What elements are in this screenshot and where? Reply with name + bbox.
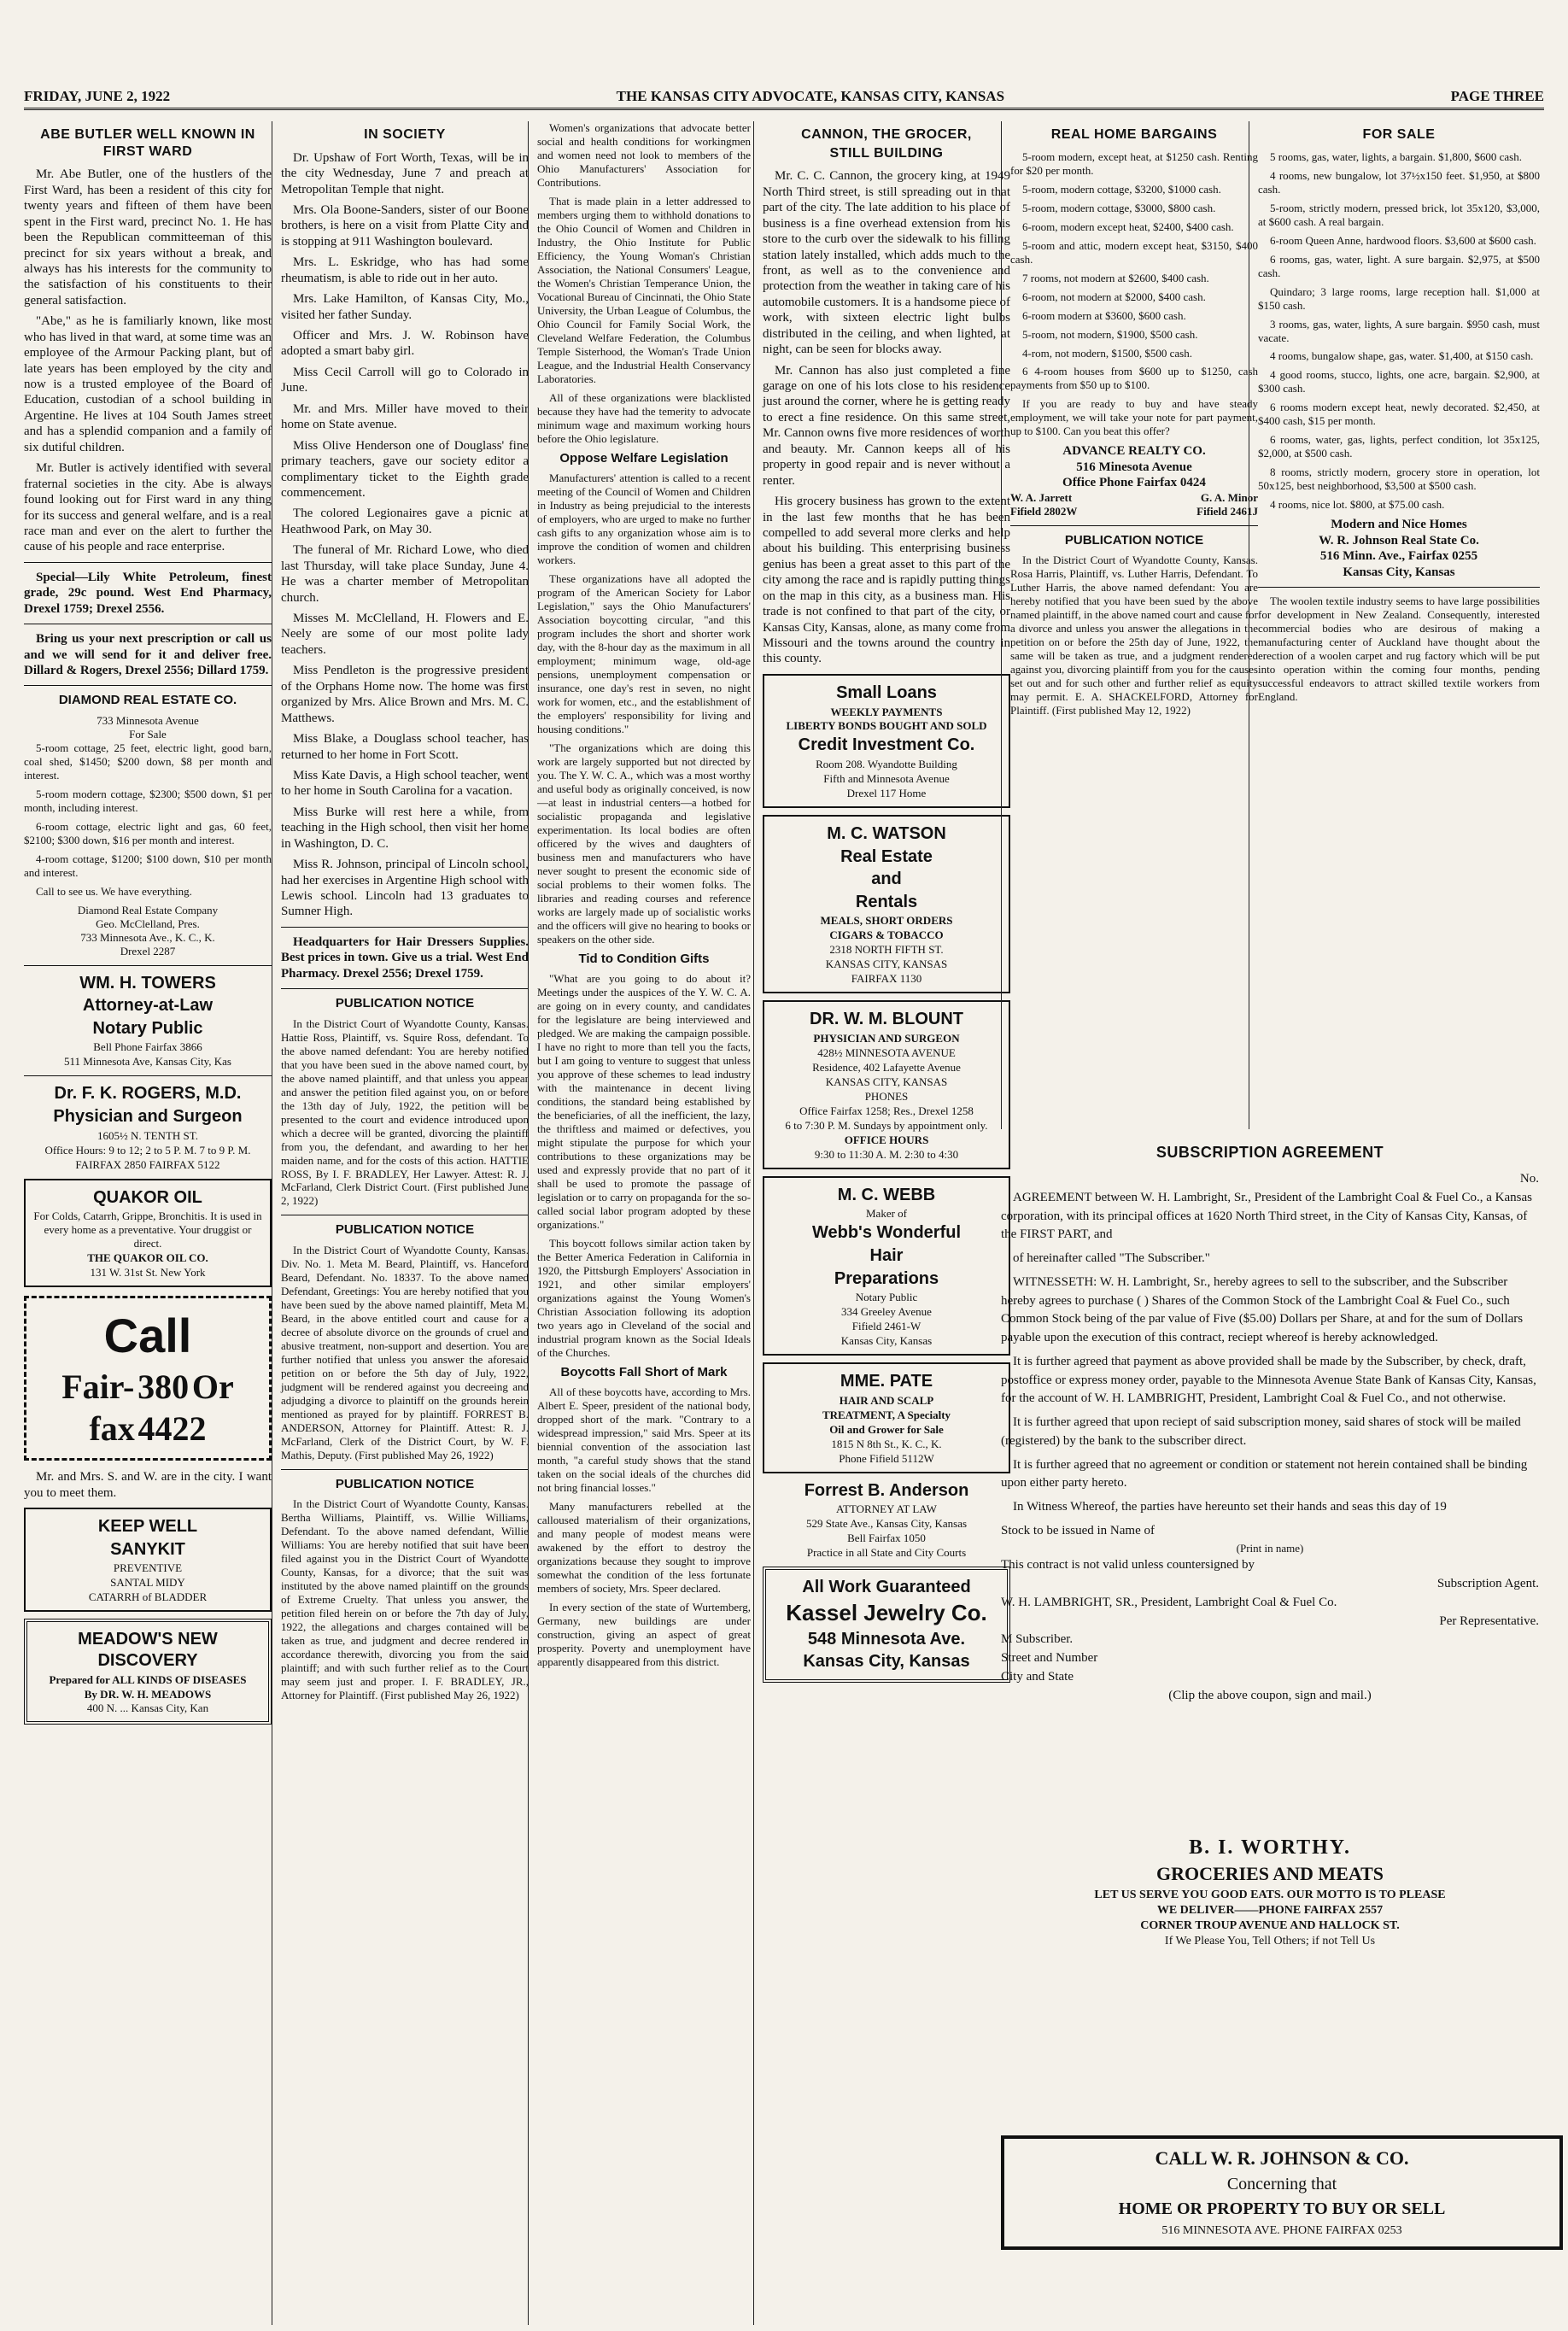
kassel-line: Kassel Jewelry Co.	[786, 1599, 987, 1625]
column-6	[1249, 121, 1540, 1129]
society-para: Misses M. McClelland, H. Flowers and E. Neely are some of our most polite lady teachers.	[281, 612, 529, 657]
pate-name: MME. PATE	[840, 1372, 933, 1391]
bargain-line: 4-rom, not modern, $1500, $500 cash.	[1022, 346, 1192, 360]
call-fax: fax	[89, 1409, 135, 1449]
for-sale-heading: FOR SALE	[1362, 127, 1436, 142]
cannon-para: Mr. Cannon has also just completed a fine garage on one of his lots close to his residence just around the corner, where he is getting ready to erect a fine residence. On this same street, Mr. Cannon owns five more residences of worth and beauty. Mr. Cannon keeps all of his property in good repair and is never without a renter.	[763, 363, 1010, 488]
ohio-para: These organizations have all adopted the program of the American Society for Labor Legislation," says the Ohio Manufacturers' Association boycotting circular, "and this program includes the short and shorter work day, with the 8-hour day as the maximum in all employment; minimum wage, old-age pensions, unemployment compensation or insurance, one day's rest in seven, no night work for women, etc., and the establishment of the employers' responsibility for living and housing conditions."	[537, 571, 751, 735]
for-sale-line: 8 rooms, strictly modern, grocery store in operation, lot 50x125, best neighborhood, $3,500 at $500 cash.	[1258, 466, 1540, 493]
towers-ad	[24, 973, 272, 1069]
for-sale-line: 4 good rooms, stucco, lights, one acre, bargain. $2,900, at $300 cash.	[1258, 368, 1540, 395]
worthy-title: B. I. WORTHY.	[1189, 1836, 1351, 1859]
webb-addr: 334 Greeley Avenue	[841, 1305, 932, 1319]
meadow-ad	[24, 1619, 272, 1725]
rogers-hours: Office Hours: 9 to 12; 2 to 5 P. M. 7 to 9 P. M.	[44, 1143, 251, 1157]
blount-addr: 428½ MINNESOTA AVENUE	[817, 1045, 956, 1059]
call-word: Call	[103, 1309, 192, 1363]
diamond-line: Call to see us. We have everything.	[36, 884, 192, 898]
for-sale-line: Quindaro; 3 large rooms, large reception hall. $1,000 at $150 cash.	[1258, 284, 1540, 312]
advance-realty-phone: Office Phone Fairfax 0424	[1062, 476, 1206, 490]
city-state-field[interactable]: City and State	[1001, 1669, 1074, 1684]
webb-line: Preparations	[834, 1268, 939, 1288]
call-fair: Fair-	[61, 1367, 135, 1406]
santal: SANTAL MIDY	[110, 1576, 185, 1590]
society-para: Mrs. Ola Boone-Sanders, sister of our Boone brothers, is here on a visit from Platte City and is stopping at 911 Washington boulevard.	[281, 202, 529, 249]
for-sale-line: 6 rooms, water, gas, lights, perfect condition, lot 35x125, $2,000, at $500 cash.	[1258, 433, 1540, 460]
diamond-line: Drexel 2287	[120, 944, 176, 958]
ohio-para: That is made plain in a letter addressed to members urging them to withhold donations to the Ohio Council of Women and Children in Industry, the Ohio Institute for Public Efficiency, the Young Woman's Christian Association, the National Consumers' League, the Women's Christian Temperance Union, the Vocational Bureau of Cincinnati, the Ohio State University, the Urban League of Columbus, the Ohio Council for Family Social Work, the Cleveland Welfare Federation, the Columbus Temple Sisterhood, the Woman's Trade Union League, and the Industrial Health Conservancy Laboratories.	[537, 194, 751, 385]
quakor-addr: 131 W. 31st St. New York	[90, 1266, 206, 1280]
bargain-line: 7 rooms, not modern at $2600, $400 cash.	[1022, 271, 1209, 284]
society-para: Mrs. Lake Hamilton, of Kansas City, Mo., visited her father Sunday.	[281, 292, 529, 322]
webb-notary: Notary Public	[855, 1291, 918, 1304]
watson-city: KANSAS CITY, KANSAS	[825, 958, 948, 971]
pate-phone: Phone Fifield 5112W	[839, 1451, 934, 1465]
anderson-name: Forrest B. Anderson	[804, 1480, 969, 1500]
towers-title-2: Notary Public	[92, 1018, 203, 1038]
diamond-line: Diamond Real Estate Company	[77, 903, 219, 917]
ohio-para: All of these boycotts have, according to Mrs. Albert E. Speer, president of the national body, dropped short of the mark. "Contrary to a widespread impression," said Mrs. Speer at its biennial convention of the association last month, "a careful study shows that the stand taken on the social ideals of the churches did not bring financial losses."	[537, 1385, 751, 1494]
divider	[1010, 525, 1258, 526]
watson-line: Real Estate	[840, 846, 933, 866]
society-para: Mr. and Mrs. Miller have moved to their home on State avenue.	[281, 401, 529, 432]
credit-addr: Fifth and Minnesota Avenue	[823, 772, 950, 786]
representative-field[interactable]: Per Representative.	[1439, 1614, 1539, 1628]
subscription-line: In Witness Whereof, the parties have hereunto set their hands and seas this day of 19	[1013, 1500, 1447, 1514]
worthy-line: CORNER TROUP AVENUE AND HALLOCK ST.	[1140, 1919, 1400, 1932]
diamond-line: 5-room modern cottage, $2300; $500 down, $1 per month, including interest.	[24, 787, 272, 814]
blount-city: KANSAS CITY, KANSAS	[825, 1075, 948, 1088]
diamond-heading: DIAMOND REAL ESTATE CO.	[58, 693, 237, 708]
towers-phone: Bell Phone Fairfax 3866	[93, 1040, 202, 1054]
divider	[24, 562, 272, 563]
bargain-line: 6-room, modern except heat, $2400, $400 cash.	[1022, 220, 1234, 233]
ohio-para: "What are you going to do about it? Meetings under the auspices of the Y. W. C. A. are going on in every county, and candidates for the legislature are being interviewed and pledged. We are making the campaign possible. I have no right to more than tell you the facts, but I am going to venture to suggest that unless you approve of these schemes to lead industry with the maintenance in decent living conditions, the standard being established by the beneficiaries, of all the inefficient, the lazy, the thriftless and maimed or defectives, you might stipulate the purpose for which your contributions to these organizations may be used and expressly provide that no part of it shall be used to promote the passage of legislation or to carry on propaganda for the so-called social labor program adopted by these organizations."	[537, 971, 751, 1231]
preventive: PREVENTIVE	[113, 1561, 183, 1575]
johnson-call-ad	[1001, 2135, 1563, 2250]
quakor-text: For Colds, Catarrh, Grippe, Bronchitis. It is used in every home as a preventative. Your druggist or direct.	[33, 1209, 262, 1250]
watson-name: M. C. WATSON	[827, 824, 946, 844]
johnson-call-main: HOME OR PROPERTY TO BUY OR SELL	[1118, 2199, 1446, 2218]
column-5	[1001, 121, 1258, 1129]
quakor-title: QUAKOR OIL	[93, 1187, 202, 1207]
cannon-heading-2: STILL BUILDING	[829, 145, 944, 161]
diamond-line: 5-room cottage, 25 feet, electric light, good barn, coal shed, $1450; $200 down, $8 per month and interest.	[24, 741, 272, 782]
worthy-line: LET US SERVE YOU GOOD EATS. OUR MOTTO IS TO PLEASE	[1094, 1889, 1446, 1901]
page-number: PAGE THREE	[1450, 88, 1544, 104]
column-3	[528, 121, 751, 2325]
meadow-by: By DR. W. H. MEADOWS	[84, 1687, 212, 1701]
agent-phone-2: Fifield 2461J	[1196, 504, 1258, 518]
society-para: Miss Burke will rest here a while, from teaching in the High school, then visit her home in Washington, D. C.	[281, 805, 529, 851]
divider	[24, 1075, 272, 1076]
subscription-agent: Subscription Agent.	[1436, 1577, 1539, 1591]
blount-hours: 6 to 7:30 P. M. Sundays by appointment only.	[785, 1118, 988, 1132]
cannon-para: Mr. C. C. Cannon, the grocery king, at 1949 North Third street, is still spreading out in that part of the city. The late addition to his place of business is a fine overhead extension from his store to the curb over the sidewalk to his filling station lately installed, which adds much to the front, as well as to the convenience and protection from the weather in taking care of his automobile customers. It is a handsome piece of work, with sixteen electric light bulbs distributed in the ceiling, and when lighted, at night, can be seen for blocks away.	[763, 169, 1010, 357]
society-para: Mrs. L. Eskridge, who has had some rheumatism, is able to ride out in her auto.	[281, 255, 529, 285]
ohio-para: Women's organizations that advocate better social and health conditions for workingmen and women need not look to members of the Ohio Manufacturers' Association for Contributions.	[537, 121, 751, 189]
agent-row	[1010, 491, 1258, 505]
watson-line: CIGARS & TOBACCO	[829, 928, 944, 942]
watson-line: Rentals	[855, 892, 918, 911]
for-sale-line: 6-room Queen Anne, hardwood floors. $3,600 at $600 cash.	[1270, 233, 1536, 247]
webb-line: Hair	[869, 1245, 904, 1265]
credit-addr: Room 208. Wyandotte Building	[816, 758, 957, 771]
quakor-ad	[24, 1179, 272, 1288]
diamond-line: 733 Minnesota Avenue	[97, 713, 199, 727]
johnson-line: Modern and Nice Homes	[1331, 518, 1467, 532]
diamond-line: For Sale	[129, 727, 167, 741]
watson-phone: FAIRFAX 1130	[851, 972, 922, 986]
street-field[interactable]: Street and Number	[1001, 1651, 1098, 1666]
loans-title: Small Loans	[836, 682, 937, 702]
bargain-line: 6-room, not modern at $2000, $400 cash.	[1022, 290, 1206, 303]
blount-phones: PHONES	[864, 1089, 909, 1103]
johnson-call-title: CALL W. R. JOHNSON & CO.	[1155, 2147, 1409, 2169]
butler-heading: ABE BUTLER WELL KNOWN IN FIRST WARD	[40, 127, 255, 159]
webb-line: Webb's Wonderful	[811, 1223, 961, 1243]
ohio-para: All of these organizations were blacklisted because they have had the temerity to advocate minimum wage and maximum working hours before the Ohio legislature.	[537, 390, 751, 445]
pub-notice-4-heading: PUBLICATION NOTICE	[1064, 532, 1204, 548]
society-para: Dr. Upshaw of Fort Worth, Texas, will be in the city Wednesday, June 7 and preach at Metropolitan Temple that night.	[281, 150, 529, 196]
for-sale-line: 5 rooms, gas, water, lights, a bargain. $1,800, $600 cash.	[1270, 149, 1522, 163]
bargain-line: 6 4-room houses from $600 up to $1250, cash payments from $50 up to $100.	[1010, 365, 1258, 392]
for-sale-line: 4 rooms, nice lot. $800, at $75.00 cash.	[1270, 498, 1445, 512]
subscription-line: It is further agreed that upon reciept of said subscription money, said shares of stock will be mailed (registered) by the bank to the subscriber direct.	[1001, 1415, 1521, 1448]
bargain-line: If you are ready to buy and have steady employment, we will take your note for part payment, up to $100. Can you beat this offer?	[1010, 397, 1258, 438]
kassel-line: Kansas City, Kansas	[803, 1652, 970, 1672]
newspaper-name: THE KANSAS CITY ADVOCATE, KANSAS CITY, KANSAS	[616, 88, 1005, 104]
subscription-line: AGREEMENT between W. H. Lambright, Sr., President of the Lambright Coal & Fuel Co., a Kansas corporation, with its principal offices at 1620 North Third street, in the City of Kansas City, Kansas, of the FIRST PART, and	[1001, 1190, 1532, 1242]
anderson-addr: 529 State Ave., Kansas City, Kansas	[805, 1517, 968, 1531]
blount-ad	[763, 1000, 1010, 1168]
meadow-addr: 400 N. ... Kansas City, Kan	[86, 1701, 209, 1715]
blount-res: Residence, 402 Lafayette Avenue	[812, 1060, 961, 1074]
kassel-ad	[763, 1567, 1010, 1683]
ohio-para: This boycott follows similar action taken by the Better America Federation in California in 1920, the Pittsburgh Employers' Association in 1921, and other similar employers' organizations against the Young Women's Christian Association following its adoption two years ago in Cleveland of the social and industrial program known as the Social Ideals of the Churches.	[537, 1236, 751, 1359]
butler-para-3: Mr. Butler is actively identified with several fraternal societies in the city. Abe is always found looking out for First ward in any thing for its success and general welfare, and is a real race man and ever on the alert to further the cause of his people and race enterprise.	[24, 461, 272, 554]
special-ad: Special—Lily White Petroleum, finest grade, 29c pound. West End Pharmacy, Drexel 1759; Drexel 2556.	[24, 570, 272, 616]
for-sale-line: 3 rooms, gas, water, lights, A sure bargain. $950 cash, must vacate.	[1258, 317, 1540, 344]
society-para: Miss Kate Davis, a High school teacher, went to her home in South Carolina for a vacation.	[281, 768, 529, 799]
watson-line: MEALS, SHORT ORDERS	[820, 914, 953, 928]
johnson-line: 516 Minn. Ave., Fairfax 0255	[1319, 549, 1478, 564]
subscription-line: It is further agreed that no agreement or condition or statement not herein contained shall be binding upon either party hereto.	[1001, 1457, 1528, 1491]
society-heading: IN SOCIETY	[364, 127, 446, 142]
prescription-ad: Bring us your next prescription or call us and we will send for it and deliver free. Dillard & Rogers, Drexel 2556; Dillard 1759.	[24, 632, 272, 678]
blount-office: OFFICE HOURS	[844, 1133, 929, 1146]
webb-maker: Maker of	[865, 1207, 907, 1221]
butler-para-1: Mr. Abe Butler, one of the hustlers of the First Ward, has been a resident of this city for twenty years and fifteen of them have been spent in the First ward, precinct No. 1. He has been the Republican committeeman of this precinct for six years without a break, and always has his interests for the community to the satisfaction of his constituents to their general satisfaction.	[24, 167, 272, 307]
blount-phone-line: Office Fairfax 1258; Res., Drexel 1258	[799, 1104, 974, 1117]
watson-addr: 2318 NORTH FIFTH ST.	[829, 943, 944, 957]
johnson-line: W. R. Johnson Real State Co.	[1319, 533, 1479, 548]
loans-sub: WEEKLY PAYMENTS	[830, 705, 943, 718]
bargain-line: 5-room, not modern, $1900, $500 cash.	[1022, 327, 1198, 341]
society-para: Miss R. Johnson, principal of Lincoln school, had her exercises in Argentine High school with Lewis school. Lincoln had 13 graduates to Sumner High.	[281, 858, 529, 919]
agent-phone-1: Fifield 2802W	[1010, 504, 1078, 518]
call-or: Or	[191, 1367, 234, 1406]
for-sale-line: 6 rooms, gas, water, light. A sure bargain. $2,975, at $500 cash.	[1258, 252, 1540, 279]
butler-para-2: "Abe," as he is familiarly known, like most who has lived in that ward, at some time was an employee of the Armour Packing plant, but of late years has been employed by the city and now is a trusted employee of the Board of Education, custodian of a school building in Argentine. He lives at 104 South James street and has a splendid companion and a family of six dutiful children.	[24, 314, 272, 454]
for-sale-line: 4 rooms, new bungalow, lot 37½x150 feet. $1,950, at $800 cash.	[1258, 168, 1540, 196]
agent-1: W. A. Jarrett	[1010, 490, 1073, 504]
blount-times: 9:30 to 11:30 A. M. 2:30 to 4:30	[814, 1147, 959, 1161]
rogers-title: Physician and Surgeon	[53, 1107, 243, 1126]
subscription-heading: SUBSCRIPTION AGREEMENT	[1156, 1144, 1384, 1161]
diamond-line: 4-room cottage, $1200; $100 down, $10 per month and interest.	[24, 852, 272, 879]
credit-addr: Drexel 117 Home	[846, 787, 927, 800]
pub-notice-2-heading: PUBLICATION NOTICE	[335, 1222, 475, 1238]
call-ad	[24, 1296, 272, 1461]
subscription-agreement	[1001, 1136, 1539, 1705]
bargain-line: 5-room modern, except heat, at $1250 cash. Renting for $20 per month.	[1010, 149, 1258, 177]
advance-realty-addr: 516 Minesota Avenue	[1076, 460, 1192, 474]
credit-title: Credit Investment Co.	[798, 735, 975, 755]
loans-sub-2: LIBERTY BONDS BOUGHT AND SOLD	[786, 719, 987, 733]
cannon-para: His grocery business has grown to the extent in the last few months that he has been compelled to add several more clerks and help about his building. This enterprising business genius has been a great asset to this part of the city among the race and is rapidly putting things on the map in this city, as a business man. His trade is not confined to that part of the city, or Kansas City, Kansas, alone, as many come from Missouri and the towns around the country in this county.	[763, 495, 1010, 666]
pub-notice-3-heading: PUBLICATION NOTICE	[335, 1476, 475, 1491]
watson-line: and	[871, 870, 902, 889]
pate-ad	[763, 1362, 1010, 1473]
anderson-title: ATTORNEY AT LAW	[836, 1502, 937, 1516]
pate-addr: 1815 N 8th St., K. C., K.	[831, 1437, 942, 1450]
ohio-para: Manufacturers' attention is called to a recent meeting of the Council of Women and Children in Industry as being prejudicial to the interests of employers, who are urged to make no further cash gifts to any organization whose aim is to improve the condition of women and children workers.	[537, 471, 751, 566]
masthead	[24, 85, 1544, 110]
rogers-addr: 1605½ N. TENTH ST.	[97, 1128, 198, 1142]
divider	[24, 965, 272, 966]
worthy-line: WE DELIVER——PHONE FAIRFAX 2557	[1156, 1904, 1384, 1917]
kassel-line: All Work Guaranteed	[802, 1578, 971, 1597]
for-sale-line: 4 rooms, bungalow shape, gas, water. $1,400, at $150 cash.	[1270, 349, 1534, 363]
rogers-ad	[24, 1083, 272, 1171]
bargain-line: 5-room, modern cottage, $3000, $800 cash.	[1022, 201, 1216, 214]
cannon-heading-1: CANNON, THE GROCER,	[801, 127, 972, 142]
stock-name-field[interactable]: Stock to be issued in Name of	[1001, 1523, 1155, 1537]
divider	[24, 685, 272, 686]
pub-notice-1: In the District Court of Wyandotte County, Kansas. Hattie Ross, Plaintiff, vs. Squire Ross, defendant. To the above named defendant: You are hereby notified that you have been sued in the above named court, by the above named plaintiff, and that unless you appear and answer the petition filed against you, on or before the 13th day of July, 1922, the petition will be presented to the court and evidence introduced upon which a decree will be granted, divorcing the plaintiff from you, the defendant, and awarding to her her maiden name, and for the costs of this action. HATTIE ROSS, By I. F. BRADLEY, Her Lawyer. Attest: R. J. McFarland, Clerk District Court. (First published June 2, 1922)	[281, 1016, 529, 1208]
tid-heading: Tid to Condition Gifts	[578, 951, 710, 966]
print-name: (Print in name)	[1236, 1541, 1304, 1555]
diamond-line: 6-room cottage, electric light and gas, 60 feet, $2100; $300 down, $16 per month and interest.	[24, 819, 272, 846]
webb-ad	[763, 1176, 1010, 1356]
subscription-line: It is further agreed that payment as above provided shall be made by the Subscriber, by check, draft, postoffice or express money order, payable to the Minnesota Avenue State Bank of Kansas City, Kansas, for the account of W. H. LAMBRIGHT, President, Lambright Coal & Fuel Co., and not otherwise.	[1001, 1354, 1536, 1406]
call-numbers	[35, 1366, 260, 1408]
pub-notice-3: In the District Court of Wyandotte County, Kansas. Bertha Williams, Plaintiff, vs. Willie Williams, Defendant. To the above named defendant, Willie Williams: You are hereby notified that suit have been filed against you in the District Court of Wyandotte County, Kansas, for a divorce; that the suit was instituted by the above named plaintiff on the grounds of Extreme Cruelty. That unless you answer, the petition filed herein on or before the 7th day of July, 1922, the allegations and charges contained will be taken as true, and judgment and decree rendered in accordance therewith, divorcing you from the said plaintiff; and with such further relief as to the Court may seem just and proper. I. F. BRADLEY, JR., Attorney for Plaintiff. (First published May 26, 1922)	[281, 1497, 529, 1701]
pate-line: Oil and Grower for Sale	[829, 1422, 944, 1436]
countersigned-line: This contract is not valid unless countersigned by	[1001, 1558, 1255, 1573]
webb-city: Kansas City, Kansas	[840, 1334, 933, 1348]
bargain-line: 5-room, modern cottage, $3200, $1000 cash.	[1022, 182, 1221, 196]
boycott-heading: Boycotts Fall Short of Mark	[560, 1364, 728, 1379]
credit-ad	[763, 674, 1010, 808]
society-para: Officer and Mrs. J. W. Robinson have adopted a smart baby girl.	[281, 329, 529, 359]
johnson-call-sub: Concerning that	[1226, 2175, 1337, 2193]
pub-notice-2: In the District Court of Wyandotte County, Kansas. Div. No. 1. Meta M. Beard, Plaintiff, vs. Hanceford Beard, Defendant. No. 18337. To the above named Defendant, Greetings: You are hereby notified that you have been sued by the above named plaintiff, Meta M. Beard, in the above entitled court and cause for a decree of absolute divorce on the grounds of cruel and abusive treatment, non-support and desertion. You are further notified that unless you answer the aforesaid petition on or before the 5th day of July, 1922, judgment will be rendered against you decreeing and adjudging a divorce to plaintiff on the grounds herein mentioned as prayed for by plaintiff. FORREST B. ANDERSON, Attorney for Plaintiff. Attest: R. J. McFarland, Clerk of the District Court, by W. F. Mathis, Deputy. (First published May 26, 1922)	[281, 1243, 529, 1461]
woolen-item: The woolen textile industry seems to have large possibilities for development in New Zealand. Consequently, interested commercial bodies who are desirous of making a manufacturing center of Auckland have thought about the erection of a woolen carpet and rug factory which will be put into operation within the coming four months, pending successful endeavors to attract skilled textile workers from England.	[1258, 594, 1540, 703]
society-para: The colored Legionaires gave a picnic at Heathwood Park, on May 30.	[281, 507, 529, 536]
pub-notice-1-heading: PUBLICATION NOTICE	[335, 996, 475, 1011]
call-num-1: 380	[137, 1367, 190, 1406]
subscription-line: of hereinafter called "The Subscriber."	[1013, 1251, 1210, 1266]
keepwell: KEEP WELL	[97, 1517, 198, 1537]
ohio-para: In every section of the state of Wurtemberg, Germany, new buildings are under construction, giving an aspect of great prosperity. Poverty and unemployment have apparently disappeared from this district.	[537, 1600, 751, 1668]
meadow-title: MEADOW'S NEW DISCOVERY	[78, 1630, 218, 1670]
anderson-practice: Practice in all State and City Courts	[806, 1546, 967, 1560]
clip-note: (Clip the above coupon, sign and mail.)	[1168, 1688, 1372, 1702]
society-para: Miss Blake, a Douglass school teacher, has returned to her home in Fort Scott.	[281, 732, 529, 762]
divider	[281, 1469, 529, 1470]
kassel-line: 548 Minnesota Ave.	[807, 1629, 966, 1649]
divider	[1258, 587, 1540, 588]
blount-title: PHYSICIAN AND SURGEON	[813, 1031, 960, 1045]
for-sale-line: 5-room, strictly modern, pressed brick, lot 35x120, $3,000, at $600 cash. A real bargain.	[1258, 201, 1540, 228]
worthy-ad	[1001, 1836, 1539, 1950]
society-para: The funeral of Mr. Richard Lowe, who died last Thursday, will take place Sunday, June 4. He was a charter member of Metropolitan church.	[281, 543, 529, 605]
catarrh: CATARRH of BLADDER	[88, 1590, 208, 1604]
towers-addr: 511 Minnesota Ave, Kansas City, Kas	[64, 1055, 231, 1069]
divider	[281, 988, 529, 989]
pub-notice-4: In the District Court of Wyandotte County, Kansas. Rosa Harris, Plaintiff, vs. Luther Harris, Defendant. To Luther Harris, the above named defendant: You are hereby notified that you have been sued by the above named plaintiff, in the above named court and cause for a divorce and unless you answer the allegations in the petition on or before the 25th day of June, 1922, the same will be taken as true, and a judgment rendered against you, divorcing plaintiff from you for the causes set out and for such other and further relief as equity may permit. E. A. SHACKELFORD, Attorney for Plaintiff. (First published May 12, 1922)	[1010, 553, 1258, 717]
hair-supplies-ad: Headquarters for Hair Dressers Supplies. Best prices in town. Give us a trial. West End Pharmacy. Drexel 2556; Drexel 1759.	[281, 934, 529, 981]
column-4	[753, 121, 1010, 2325]
sanykit: SANYKIT	[110, 1539, 185, 1559]
call-numbers-2	[35, 1408, 260, 1450]
pate-line: TREATMENT, A Specialty	[822, 1408, 951, 1421]
webb-name: M. C. WEBB	[837, 1185, 936, 1204]
for-sale-line: 6 rooms modern except heat, newly decorated. $2,450, at $400 cash, $15 per month.	[1258, 401, 1540, 428]
column-2	[272, 121, 529, 2325]
diamond-line: 733 Minnesota Ave., K. C., K.	[80, 930, 215, 944]
diamond-line: Geo. McClelland, Pres.	[96, 917, 200, 930]
subscription-line: WITNESSETH: W. H. Lambright, Sr., hereby agrees to sell to the subscriber, and the Subscriber hereby agrees to purchase ( ) Shares of the Common Stock of the Lambright Coal & Fuel Co., such Common Stock being of the par value of Five ($5.00) Dollars per Share, at and for the sum of Dollars payable upon the execution of this contract, reciept whereof is hereby acknowledged.	[1001, 1274, 1524, 1345]
blount-name: DR. W. M. BLOUNT	[810, 1010, 963, 1029]
bargain-line: 6-room modern at $3600, $600 cash.	[1022, 308, 1186, 322]
worthy-line: If We Please You, Tell Others; if not Tell Us	[1164, 1935, 1376, 1947]
column-1	[24, 121, 272, 2325]
meadow-sub: Prepared for ALL KINDS OF DISEASES	[49, 1672, 247, 1686]
webb-phone: Fifield 2461-W	[851, 1320, 921, 1333]
bargain-line: 5-room and attic, modern except heat, $3150, $400 cash.	[1010, 238, 1258, 266]
issue-date: FRIDAY, JUNE 2, 1922	[24, 88, 171, 104]
rogers-phone: FAIRFAX 2850 FAIRFAX 5122	[75, 1157, 220, 1171]
society-para: Miss Cecil Carroll will go to Colorado in June.	[281, 365, 529, 395]
watson-ad	[763, 815, 1010, 993]
subscription-no: No.	[1519, 1172, 1539, 1186]
rogers-name: Dr. F. K. ROGERS, M.D.	[54, 1084, 242, 1104]
sanykit-ad	[24, 1508, 272, 1612]
quakor-co: THE QUAKOR OIL CO.	[87, 1251, 208, 1265]
society-para: Miss Pendleton is the progressive president of the Orphans Home now. The home was first organized by Mrs. Alice Brown and Mrs. M. C. Matthews.	[281, 664, 529, 725]
towers-title-1: Attorney-at-Law	[82, 996, 214, 1016]
subscriber-field[interactable]: M Subscriber.	[1001, 1632, 1074, 1647]
call-num-2: 4422	[137, 1409, 207, 1449]
johnson-line: Kansas City, Kansas	[1343, 565, 1455, 579]
towers-name: WM. H. TOWERS	[79, 973, 216, 993]
society-para: Miss Olive Henderson one of Douglass' fine primary teachers, gave our society editor a complimentary ticket to the Eighth grade commencement.	[281, 438, 529, 500]
anderson-phone: Bell Fairfax 1050	[847, 1532, 926, 1545]
pate-line: HAIR AND SCALP	[839, 1393, 934, 1407]
advance-realty-name: ADVANCE REALTY CO.	[1062, 444, 1206, 459]
agent-2: G. A. Minor	[1200, 490, 1258, 504]
worthy-sub: GROCERIES AND MEATS	[1156, 1863, 1384, 1884]
lambright-sig: W. H. LAMBRIGHT, SR., President, Lambright Coal & Fuel Co.	[1001, 1595, 1337, 1609]
bargains-heading: REAL HOME BARGAINS	[1050, 127, 1218, 142]
agent-phone-row	[1010, 505, 1258, 518]
ohio-para: "The organizations which are doing this work are largely supported but not directed by you. The Y. W. C. A., which was a most worthy and useful body as originally conceived, is now—at least in industrial centers—a hotbed for socialistic propaganda and legislative experimentation. Its local bodies are often officered by the wives and daughters of business men and manufacturers who have never sought to present the economic side of social problems to their women folks. The libraries and reading courses and reference works are largely made up of socialistic works and the officers will give no hearing to books or speakers on the other side.	[537, 741, 751, 946]
oppose-heading: Oppose Welfare Legislation	[559, 450, 728, 466]
call-text: Mr. and Mrs. S. and W. are in the city. I want you to meet them.	[24, 1470, 272, 1500]
anderson-ad	[763, 1480, 1010, 1561]
ohio-para: Many manufacturers rebelled at the calloused materialism of their organizations, and many people of modest means were awakened by the effort to destroy the organizations because they sought to improve somewhat the condition of the less fortunate members of society, Mrs. Speer declared.	[537, 1499, 751, 1595]
johnson-call-addr: 516 MINNESOTA AVE. PHONE FAIRFAX 0253	[1161, 2224, 1402, 2237]
divider	[281, 927, 529, 928]
